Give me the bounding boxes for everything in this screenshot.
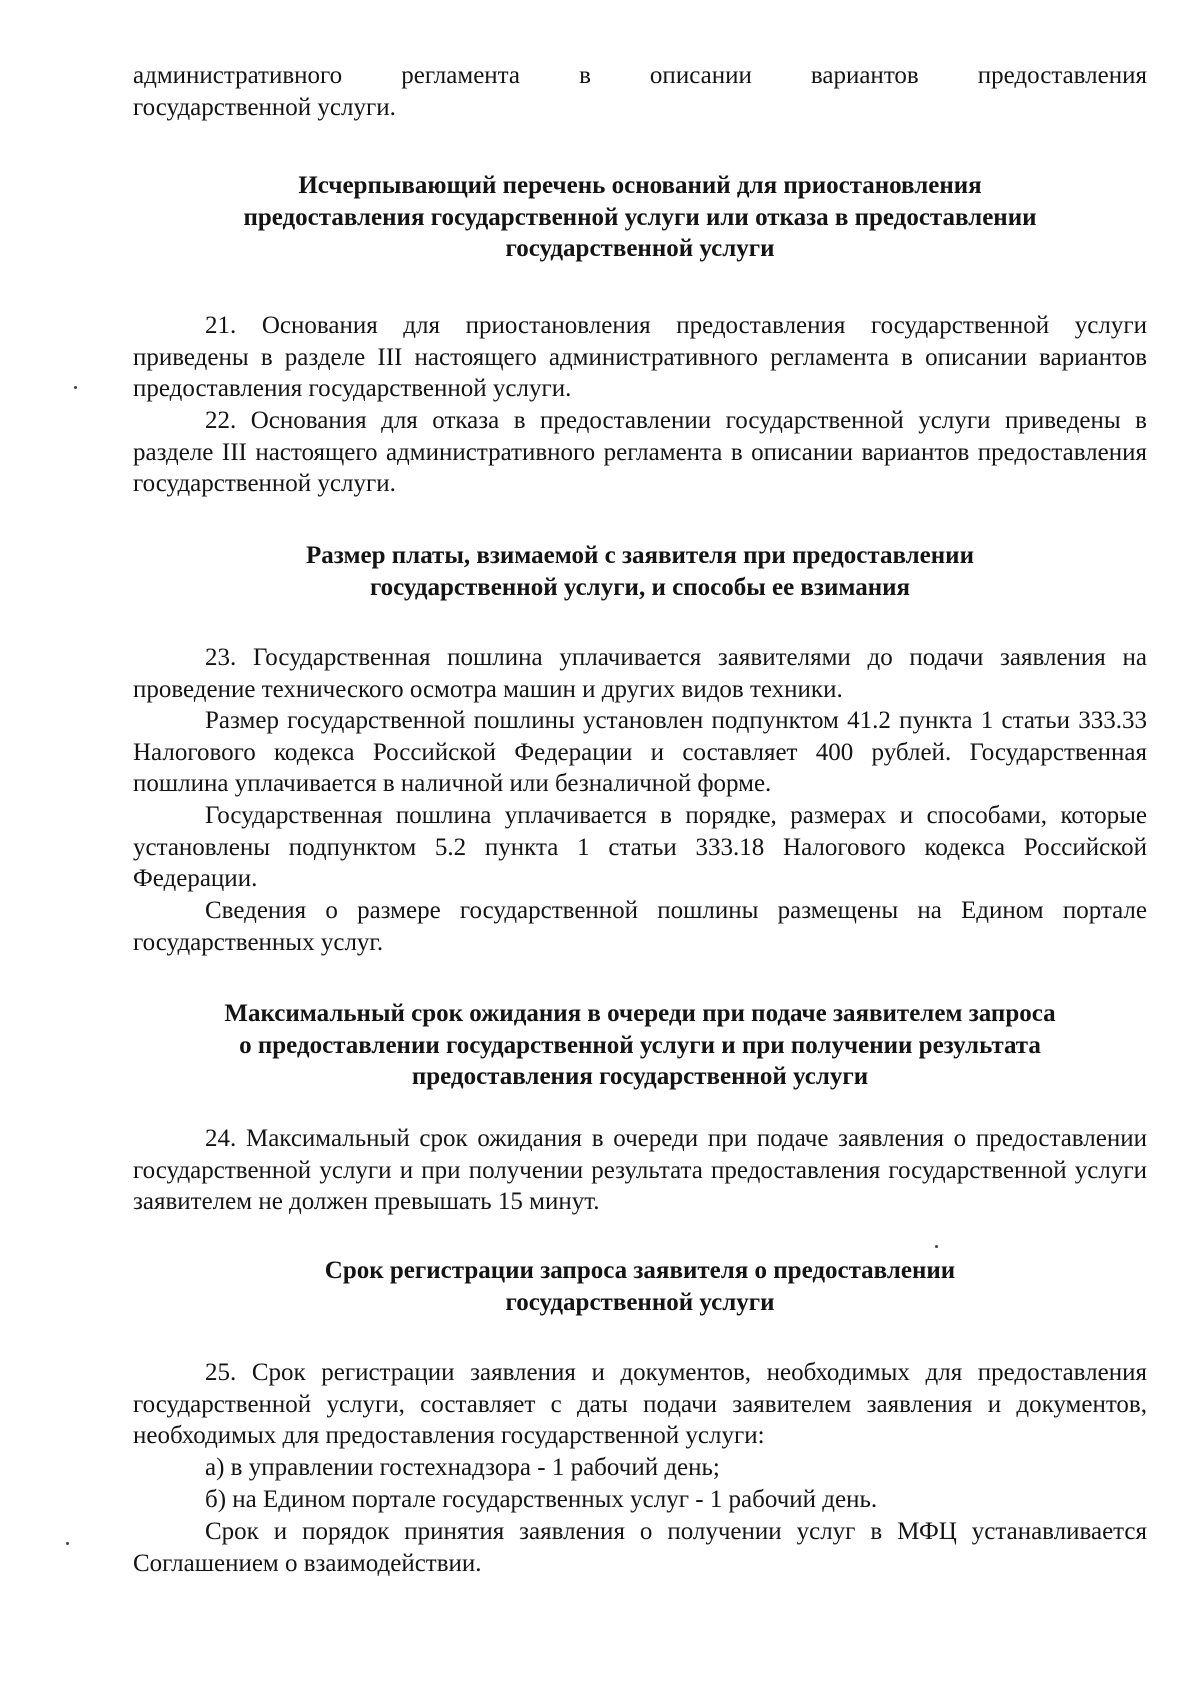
heading-registration-line-2: государственной услуги	[505, 1288, 775, 1316]
paragraph-25: 25. Срок регистрации заявления и документов, необходимых для предоставления государственной услуги, составляет с даты подачи заявителем заявления и документов, необходимых для предоставления государственной услуги:	[133, 1359, 1147, 1449]
heading-suspension-line-3: государственной услуги	[505, 235, 775, 262]
heading-suspension-line-1: Исчерпывающий перечень оснований для приостановления	[298, 172, 982, 199]
heading-registration-line-1: Срок регистрации запроса заявителя о предоставлении	[324, 1257, 956, 1284]
heading-suspension-line-2: предоставления государственной услуги или отказа в предоставлении	[243, 203, 1037, 231]
heading-queue-line-1: Максимальный срок ожидания в очереди при подаче заявителем запроса	[224, 1000, 1056, 1027]
heading-fee-line-1: Размер платы, взимаемой с заявителя при предоставлении	[306, 542, 974, 569]
paragraph-23-fee-info: Сведения о размере государственной пошлины размещены на Едином портале государственных услуг.	[133, 897, 1147, 956]
heading-fee-line-2: государственной услуги, и способы ее взимания	[369, 573, 911, 601]
continuation-line-1: административного регламента в описании вариантов предоставления	[133, 62, 1147, 89]
heading-queue-line-3: предоставления государственной услуги	[411, 1063, 869, 1090]
heading-registration	[133, 1255, 1147, 1318]
paragraph-23: 23. Государственная пошлина уплачивается заявителями до подачи заявления на проведение технического осмотра машин и других видов техники.	[133, 644, 1147, 703]
heading-queue	[133, 998, 1147, 1093]
paragraph-25-agreement: Срок и порядок принятия заявления о получении услуг в МФЦ устанавливается Соглашением о взаимодействии.	[133, 1518, 1147, 1577]
scan-speck	[74, 386, 77, 389]
paragraph-22: 22. Основания для отказа в предоставлении государственной услуги приведены в разделе III настоящего административного регламента в описании вариантов предоставления государственной услуги.	[133, 407, 1147, 497]
heading-queue-line-2: о предоставлении государственной услуги и при получении результата	[239, 1031, 1041, 1059]
paragraph-25-item-b: б) на Едином портале государственных услуг - 1 рабочий день.	[205, 1486, 878, 1513]
continuation-paragraph	[133, 60, 1147, 123]
heading-fee	[133, 540, 1147, 603]
paragraph-24: 24. Максимальный срок ожидания в очереди при подаче заявления о предоставлении государственной услуги и при получении результата предоставления государственной услуги заявителем не должен превышать 15 минут.	[133, 1125, 1147, 1215]
paragraph-23-payment-order: Государственная пошлина уплачивается в порядке, размерах и способами, которые установлены подпунктом 5.2 пункта 1 статьи 333.18 Налогового кодекса Российской Федерации.	[133, 802, 1147, 892]
paragraph-21: 21. Основания для приостановления предоставления государственной услуги приведены в разделе III настоящего административного регламента в описании вариантов предоставления государственной услуги.	[133, 312, 1147, 402]
paragraph-25-item-a: а) в управлении гостехнадзора - 1 рабочий день;	[205, 1454, 720, 1481]
scan-speck	[66, 1542, 69, 1545]
continuation-line-2: государственной услуги.	[133, 93, 396, 121]
paragraph-23-fee-amount: Размер государственной пошлины установлен подпунктом 41.2 пункта 1 статьи 333.33 Налогового кодекса Российской Федерации и составляет 400 рублей. Государственная пошлина уплачивается в наличной или безналичной форме.	[133, 707, 1147, 797]
heading-suspension	[133, 170, 1147, 265]
scan-speck	[935, 1245, 938, 1248]
